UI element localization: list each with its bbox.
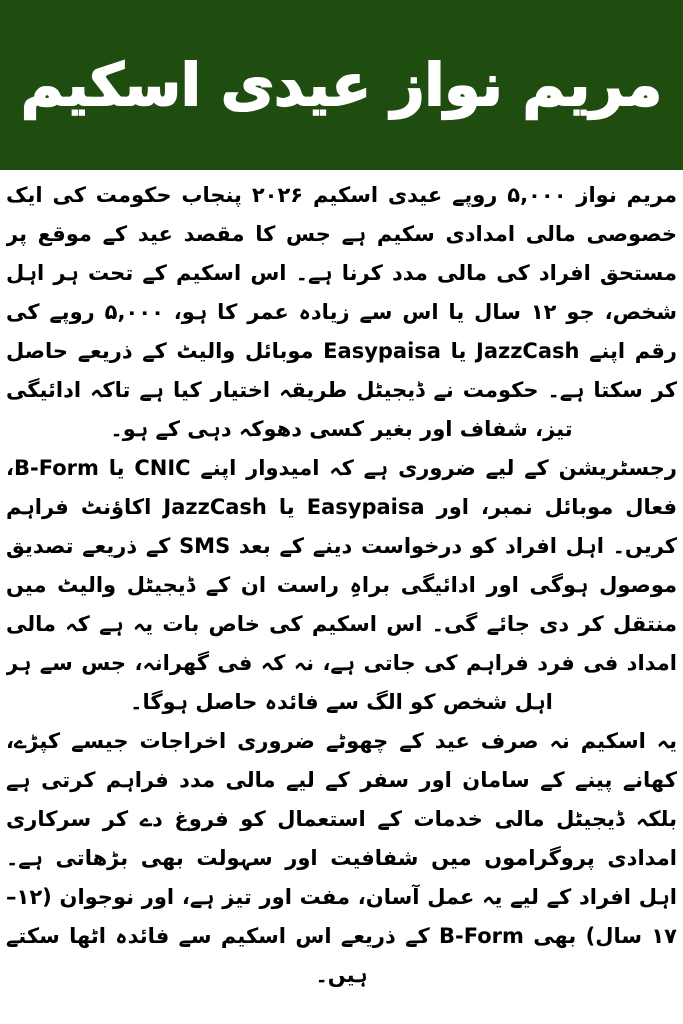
- header-banner: [0, 0, 683, 170]
- paragraph-benefits: یہ اسکیم نہ صرف عید کے چھوٹے ضروری اخراجات جیسے کپڑے، کھانے پینے کے سامان اور سفر کے لیے مالی مدد فراہم کرتی ہے بلکہ ڈیجیٹل مالی خدمات کے استعمال کو فروغ دے کر سرکاری امدادی پروگراموں میں شفافیت اور سہولت بھی بڑھاتی ہے۔ اہل افراد کے لیے یہ عمل آسان، مفت اور تیز ہے، اور نوجوان (۱۲–۱۷ سال) بھی B-Form کے ذریعے اس اسکیم سے فائدہ اٹھا سکتے ہیں۔: [6, 729, 677, 987]
- page-title: مریم نواز عیدی اسکیم: [20, 51, 662, 119]
- paragraph-intro: مریم نواز ۵,۰۰۰ روپے عیدی اسکیم ۲۰۲۶ پنجاب حکومت کی ایک خصوصی مالی امدادی سکیم ہے جس کا مقصد عید کے موقع پر مستحق افراد کی مالی مدد کرنا ہے۔ اس اسکیم کے تحت ہر اہل شخص، جو ۱۲ سال یا اس سے زیادہ عمر کا ہو، ۵,۰۰۰ روپے کی رقم اپنے JazzCash یا Easypaisa موبائل والیٹ کے ذریعے حاصل کر سکتا ہے۔ حکومت نے ڈیجیٹل طریقہ اختیار کیا ہے تاکہ ادائیگی تیز، شفاف اور بغیر کسی دھوکہ دہی کے ہو۔: [6, 183, 677, 441]
- article-body: [6, 176, 677, 1018]
- paragraph-registration: رجسٹریشن کے لیے ضروری ہے کہ امیدوار اپنے CNIC یا B-Form، فعال موبائل نمبر، اور Easypaisa یا JazzCash اکاؤنٹ فراہم کریں۔ اہل افراد کو درخواست دینے کے بعد SMS کے ذریعے تصدیق موصول ہوگی اور ادائیگی براہِ راست ان کے ڈیجیٹل والیٹ میں منتقل کر دی جائے گی۔ اس اسکیم کی خاص بات یہ ہے کہ مالی امداد فی فرد فراہم کی جاتی ہے، نہ کہ فی گھرانہ، جس سے ہر اہل شخص کو الگ سے فائدہ حاصل ہوگا۔: [6, 456, 677, 714]
